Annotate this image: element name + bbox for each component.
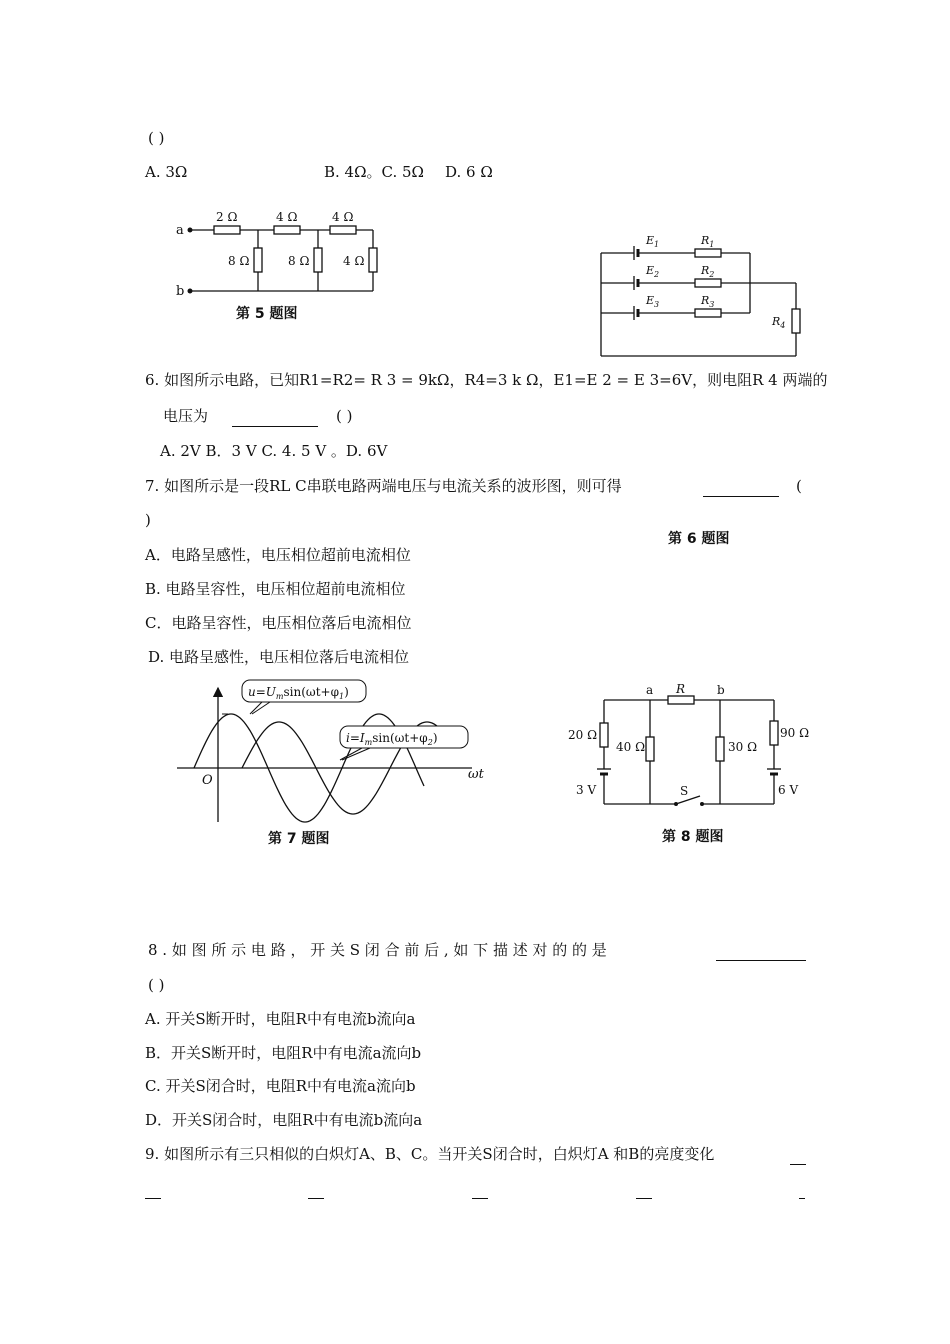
q6-label-r1: R xyxy=(701,234,710,247)
q8-option-d: D．开关S闭合时，电阻R中有电流b流向a xyxy=(145,1111,423,1129)
q9-answer-blank-1 xyxy=(145,1184,161,1199)
q8-option-c: C. 开关S闭合时，电阻R中有电流a流向b xyxy=(145,1077,416,1095)
svg-text:E1 xyxy=(645,234,659,249)
q6-answer-paren: ( ) xyxy=(336,407,353,425)
q7-answer-blank xyxy=(703,482,779,497)
svg-text:R1 xyxy=(700,234,714,249)
q6-options: A. 2V B．3 V C. 4. 5 V 。D. 6V xyxy=(160,442,388,460)
q8-label-6v: 6 V xyxy=(778,783,799,797)
q5-label-r-top1: 2 Ω xyxy=(216,210,238,224)
svg-text:E2 xyxy=(645,264,659,279)
q7-option-c: C．电路呈容性，电压相位落后电流相位 xyxy=(145,614,412,632)
q9-stem-line1: 9. 如图所示有三只相似的白炽灯A、B、C。当开关S闭合时，白炽灯A 和B的亮度变化 xyxy=(145,1145,715,1163)
q6-label-e1: E xyxy=(646,234,655,247)
q5-label-r-top3: 4 Ω xyxy=(332,210,354,224)
q6-label-e3-sub: 3 xyxy=(654,300,660,309)
q9-answer-blank-2 xyxy=(308,1184,324,1199)
svg-text:R3 xyxy=(700,294,714,309)
q7-origin-label: O xyxy=(202,773,213,788)
q8-label-30: 30 Ω xyxy=(728,740,758,754)
q6-stem-line2: 电压为 xyxy=(163,407,209,425)
q7-option-b: B. 电路呈容性，电压相位超前电流相位 xyxy=(145,580,406,598)
q6-caption: 第 6 题图 xyxy=(668,531,730,547)
q8-node-b: b xyxy=(717,683,725,697)
q6-label-e2-sub: 2 xyxy=(654,270,660,279)
q7-axis-label: ωt xyxy=(468,767,484,782)
q6-label-r4-sub: 4 xyxy=(780,321,786,330)
q6-label-r4: R xyxy=(772,315,781,328)
q7-u-formula: u=U xyxy=(248,685,276,699)
q7-u-sub: m xyxy=(275,692,284,701)
q9-answer-blank-5 xyxy=(799,1184,805,1199)
q6-label-r3-sub: 3 xyxy=(709,300,715,309)
q7-i-phi: 2 xyxy=(427,738,433,747)
q6-label-e2: E xyxy=(646,264,655,277)
svg-text:u=Umsin(ωt+φ1): $u=U_m\sin(\omega t+\varphi_1)$ xyxy=(248,685,349,701)
svg-text:i=Imsin(ωt+φ2): $i=I_m\sin(\omega t+\varphi_2)$ xyxy=(346,731,438,747)
q6-label-e1-sub: 1 xyxy=(654,240,660,249)
q5-answer-paren: ( ) xyxy=(148,129,165,147)
q5-caption: 第 5 题图 xyxy=(236,306,298,322)
q6-label-e3: E xyxy=(646,294,655,307)
svg-text:R2 xyxy=(700,264,714,279)
svg-text:E3 xyxy=(645,294,659,309)
q8-option-b: B．开关S断开时，电阻R中有电流a流向b xyxy=(145,1044,422,1062)
q5-node-a: a xyxy=(176,223,184,238)
q8-stem-line1: 8 . 如 图 所 示 电 路 ， 开 关 S 闭 合 前 后 , 如 下 描 述 对 的 的 是 xyxy=(148,941,607,959)
q6-label-r1-sub: 1 xyxy=(709,240,715,249)
q8-caption: 第 8 题图 xyxy=(662,829,724,845)
q8-label-3v: 3 V xyxy=(576,783,597,797)
q5-label-r-v1: 8 Ω xyxy=(228,254,250,268)
q7-paren-close: ) xyxy=(145,511,151,529)
q8-node-a: a xyxy=(646,683,654,697)
q8-answer-paren: ( ) xyxy=(148,976,165,994)
q8-label-r: R xyxy=(676,682,686,696)
q8-label-switch: S xyxy=(680,784,689,798)
svg-text:R4 xyxy=(771,315,785,330)
q7-u-phi: 1 xyxy=(338,692,345,701)
q9-answer-blank-3 xyxy=(472,1184,488,1199)
q6-label-r2: R xyxy=(701,264,710,277)
q6-answer-blank xyxy=(232,412,318,427)
q8-option-a: A. 开关S断开时，电阻R中有电流b流向a xyxy=(145,1010,416,1028)
q8-circuit-diagram xyxy=(566,683,816,813)
q5-node-b: b xyxy=(176,284,185,299)
q7-stem-line1: 7. 如图所示是一段RL C串联电路两端电压与电流关系的波形图，则可得 xyxy=(145,477,622,495)
q9-answer-blank-4 xyxy=(636,1184,652,1199)
q5-option-d: D. 6 Ω xyxy=(445,163,493,181)
q7-option-a: A．电路呈感性，电压相位超前电流相位 xyxy=(145,546,411,564)
q6-circuit-diagram xyxy=(598,232,803,358)
q6-label-r2-sub: 2 xyxy=(709,270,715,279)
q8-label-20: 20 Ω xyxy=(568,728,598,742)
q7-u-tail: sin(ωt+φ xyxy=(283,685,339,699)
q5-option-a: A. 3Ω xyxy=(145,163,188,181)
q6-stem-line1: 6. 如图所示电路，已知R1=R2= R 3 = 9kΩ，R4=3 k Ω，E1=E 2 = E 3=6V，则电阻R 4 两端的 xyxy=(145,371,828,389)
q7-i-tail: sin(ωt+φ xyxy=(372,731,428,745)
q7-waveform-diagram xyxy=(172,676,492,826)
q7-option-d: D. 电路呈感性，电压相位落后电流相位 xyxy=(148,648,410,666)
q7-i-formula: i=I xyxy=(346,731,365,745)
q8-label-90: 90 Ω xyxy=(780,726,810,740)
q7-i-sub: m xyxy=(364,738,373,747)
q5-label-r-v3: 4 Ω xyxy=(343,254,365,268)
q7-paren-open: ( xyxy=(796,477,802,495)
q7-caption: 第 7 题图 xyxy=(268,831,330,847)
q8-label-40: 40 Ω xyxy=(616,740,646,754)
q5-option-bc: B. 4Ω。C. 5Ω xyxy=(324,163,424,181)
q5-label-r-v2: 8 Ω xyxy=(288,254,310,268)
q6-label-r3: R xyxy=(701,294,710,307)
q9-answer-blank-end xyxy=(790,1150,806,1165)
q8-answer-blank xyxy=(716,946,806,961)
q5-circuit-diagram xyxy=(170,205,390,305)
q5-label-r-top2: 4 Ω xyxy=(276,210,298,224)
